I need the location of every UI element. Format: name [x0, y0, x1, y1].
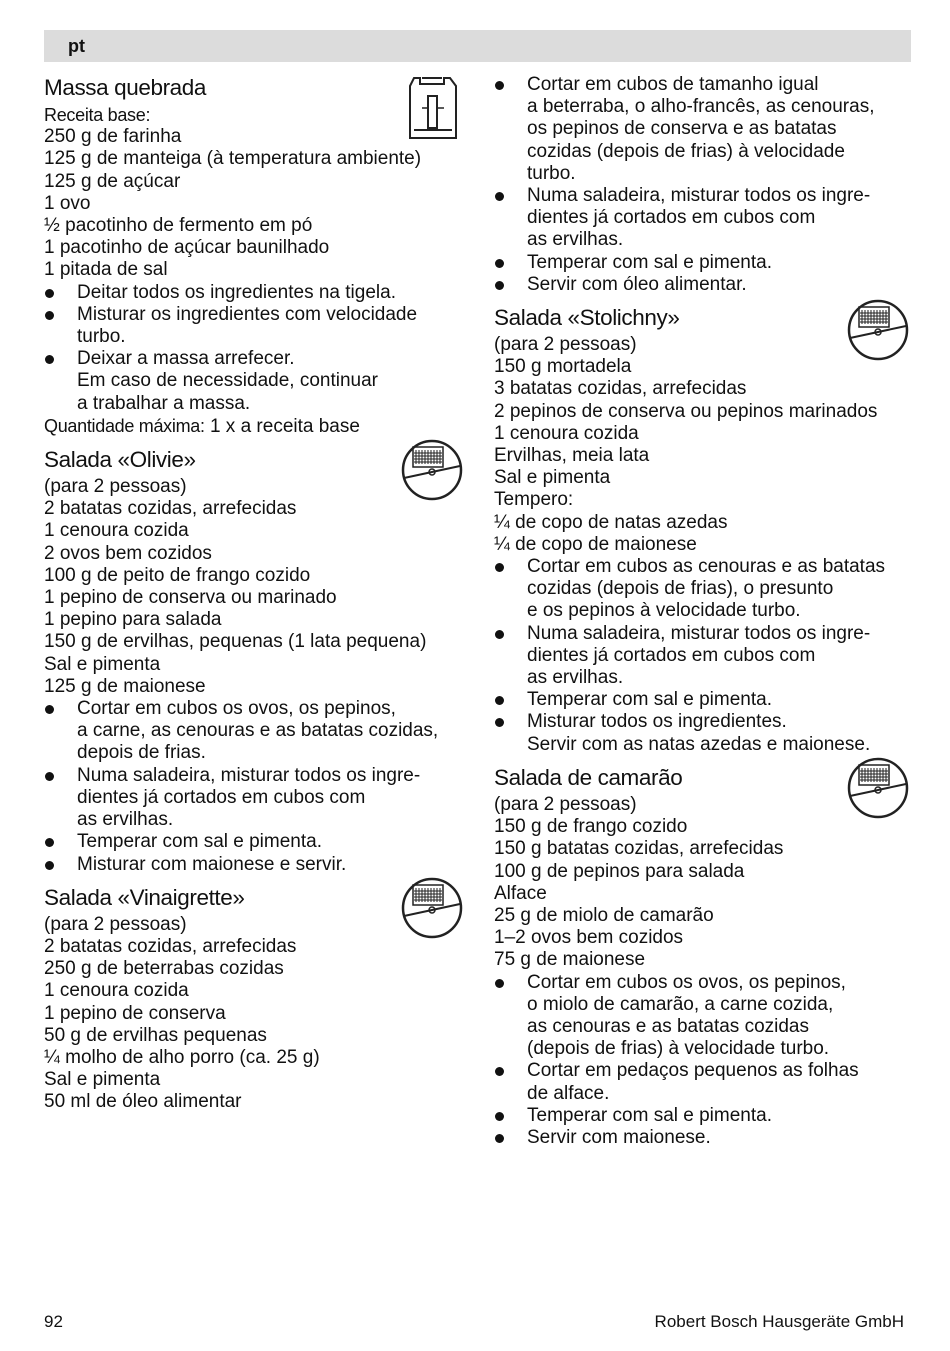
ingredient-line: 3 batatas cozidas, arrefecidas [494, 378, 747, 400]
ingredient-line: Alface [494, 882, 547, 904]
instruction-step: Numa saladeira, misturar todos os ingre- dientes já cortados em cubos com as ervilhas. [494, 185, 914, 252]
instruction-list [494, 556, 914, 756]
ingredient-line: ¼ de copo de natas azedas [494, 511, 728, 533]
ingredient-line: 1 pepino para salada [44, 609, 222, 631]
ingredient-line: 1 pacotinho de açúcar baunilhado [44, 237, 330, 259]
instruction-step: Misturar os ingredientes com velocidade turbo. [44, 304, 464, 348]
ingredient-line: 75 g de maionese [494, 949, 646, 971]
ingredient-line: 1 ovo [44, 192, 91, 214]
ingredient-line: 150 g de ervilhas, pequenas (1 lata pequena) [44, 631, 427, 653]
ingredient-line: 150 g mortadela [494, 356, 632, 378]
ingredient-line: 125 g de manteiga (à temperatura ambiente) [44, 148, 422, 170]
recipe-massa-quebrada [44, 72, 464, 438]
ingredient-line: ¼ de copo de maionese [494, 533, 697, 555]
ingredient-line: 150 g de frango cozido [494, 816, 688, 838]
left-column [44, 70, 464, 1114]
ingredient-list [44, 126, 464, 281]
max-quantity-value: 1 x a receita base [204, 415, 360, 437]
ingredient-line: (para 2 pessoas) [44, 476, 187, 498]
ingredient-line: (para 2 pessoas) [44, 913, 187, 935]
ingredient-list [44, 476, 464, 698]
dicing-disc-icon [846, 298, 910, 362]
instruction-step: Deixar a massa arrefecer. Em caso de necessidade, continuar a trabalhar a massa. [44, 348, 464, 415]
ingredient-line: 250 g de farinha [44, 126, 182, 148]
ingredient-line: 2 ovos bem cozidos [44, 542, 212, 564]
ingredient-line: 250 g de beterrabas cozidas [44, 958, 284, 980]
recipe-salada-vinaigrette [44, 882, 464, 1114]
max-quantity [44, 415, 464, 438]
instruction-step: Cortar em cubos de tamanho igual a beterraba, o alho-francês, as cenouras, os pepinos de conserva e as batatas cozidas (depois de frias) à velocidade turbo. [494, 74, 914, 185]
ingredient-line: ¼ molho de alho porro (ca. 25 g) [44, 1046, 320, 1068]
company-name: Robert Bosch Hausgeräte GmbH [654, 1312, 904, 1331]
ingredient-line: 1 cenoura cozida [44, 980, 189, 1002]
language-header-bar [44, 30, 911, 62]
recipe-salada-stolichny [494, 302, 914, 756]
recipe-salada-de-camarao [494, 762, 914, 1149]
ingredient-line: 1 pepino de conserva ou marinado [44, 587, 337, 609]
instruction-list [44, 282, 464, 415]
instruction-list [494, 74, 914, 296]
instruction-step: Servir com óleo alimentar. [494, 274, 914, 296]
ingredient-line: 1 cenoura cozida [494, 422, 639, 444]
dicing-disc-icon [400, 876, 464, 940]
instruction-list [44, 698, 464, 876]
right-column [494, 74, 914, 1149]
instruction-step: Numa saladeira, misturar todos os ingre- dientes já cortados em cubos com as ervilhas. [44, 765, 464, 832]
ingredient-line: (para 2 pessoas) [494, 793, 637, 815]
instruction-step: Cortar em cubos os ovos, os pepinos, a carne, as cenouras e as batatas cozidas, depois de frias. [44, 698, 464, 765]
ingredient-line: 1 pepino de conserva [44, 1002, 226, 1024]
ingredient-line: Sal e pimenta [44, 1069, 161, 1091]
ingredient-list [494, 794, 914, 972]
ingredient-line: 1–2 ovos bem cozidos [494, 927, 684, 949]
recipe-title: Salada «Vinaigrette» [44, 884, 245, 910]
ingredient-line: 2 pepinos de conserva ou pepinos marinados [494, 400, 878, 422]
ingredient-line: 100 g de pepinos para salada [494, 860, 745, 882]
ingredient-line: Ervilhas, meia lata [494, 445, 650, 467]
recipe-salada-olivie [44, 444, 464, 876]
instruction-step: Cortar em cubos os ovos, os pepinos, o miolo de camarão, a carne cozida, as cenouras e as batatas cozidas (depois de frias) à velocidade turbo. [494, 972, 914, 1061]
recipe-title: Salada «Olivie» [44, 447, 196, 473]
ingredient-line: 100 g de peito de frango cozido [44, 564, 311, 586]
instruction-step: Deitar todos os ingredientes na tigela. [44, 282, 464, 304]
food-processor-bowl-icon [404, 72, 462, 140]
instruction-step: Numa saladeira, misturar todos os ingre- dientes já cortados em cubos com as ervilhas. [494, 623, 914, 690]
instruction-step: Cortar em cubos as cenouras e as batatas cozidas (depois de frias), o presunto e os pepinos à velocidade turbo. [494, 556, 914, 623]
language-code: pt [68, 36, 85, 56]
ingredient-line: 2 batatas cozidas, arrefecidas [44, 935, 297, 957]
recipe-vinaigrette-continued [494, 74, 914, 296]
instruction-step: Misturar com maionese e servir. [44, 854, 464, 876]
ingredient-line: Sal e pimenta [44, 653, 161, 675]
ingredient-line: ½ pacotinho de fermento em pó [44, 215, 313, 237]
ingredient-line: 1 cenoura cozida [44, 520, 189, 542]
page-number: 92 [44, 1312, 63, 1331]
recipe-title: Massa quebrada [44, 75, 207, 100]
instruction-step: Temperar com sal e pimenta. [494, 252, 914, 274]
instruction-step: Misturar todos os ingredientes. Servir com as natas azedas e maionese. [494, 711, 914, 755]
instruction-list [494, 972, 914, 1150]
ingredient-line: 125 g de açúcar [44, 170, 181, 192]
ingredient-line: 150 g batatas cozidas, arrefecidas [494, 838, 784, 860]
dicing-disc-icon [846, 756, 910, 820]
recipe-title: Salada de camarão [494, 764, 683, 790]
ingredient-line: 50 ml de óleo alimentar [44, 1091, 242, 1113]
instruction-step: Temperar com sal e pimenta. [44, 831, 464, 853]
ingredient-line: 1 pitada de sal [44, 259, 168, 281]
recipe-subtitle: Receita base: [44, 105, 151, 125]
ingredient-line: 125 g de maionese [44, 675, 206, 697]
instruction-step: Servir com maionese. [494, 1127, 914, 1149]
ingredient-line: (para 2 pessoas) [494, 334, 637, 356]
dicing-disc-icon [400, 438, 464, 502]
ingredient-line: Tempero: [494, 489, 574, 511]
recipe-title: Salada «Stolichny» [494, 305, 680, 331]
ingredient-line: 50 g de ervilhas pequenas [44, 1024, 267, 1046]
ingredient-list [494, 334, 914, 556]
ingredient-list [44, 914, 464, 1114]
instruction-step: Temperar com sal e pimenta. [494, 1105, 914, 1127]
instruction-step: Temperar com sal e pimenta. [494, 689, 914, 711]
max-quantity-label: Quantidade máxima: [44, 415, 205, 436]
ingredient-line: Sal e pimenta [494, 467, 611, 489]
instruction-step: Cortar em pedaços pequenos as folhas de alface. [494, 1060, 914, 1104]
ingredient-line: 2 batatas cozidas, arrefecidas [44, 498, 297, 520]
ingredient-line: 25 g de miolo de camarão [494, 904, 714, 926]
